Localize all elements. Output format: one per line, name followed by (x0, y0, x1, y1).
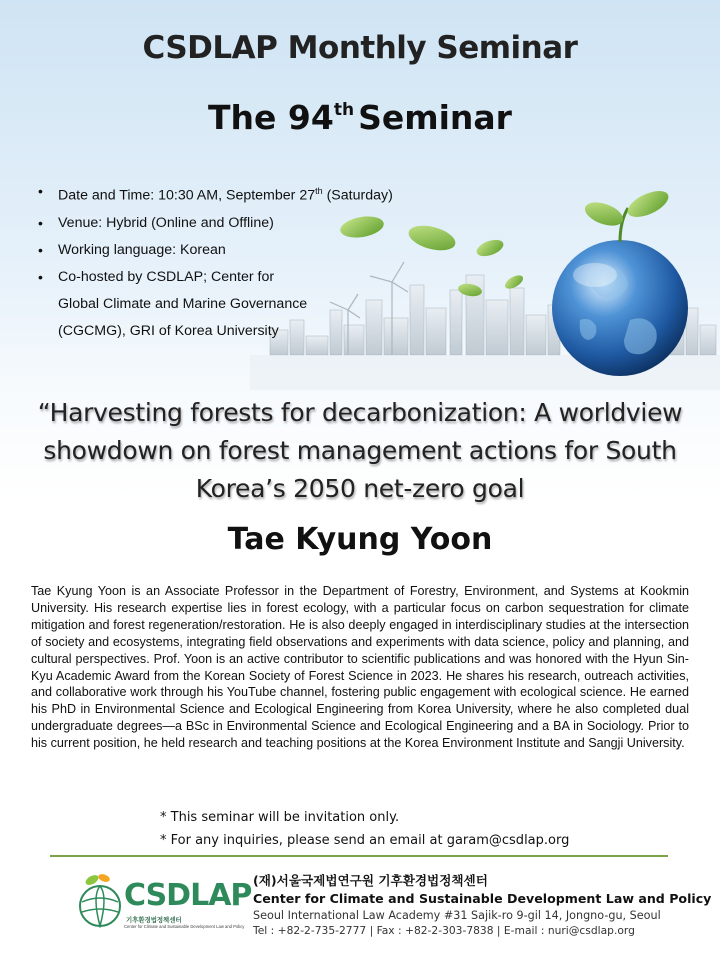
footer-divider (50, 855, 668, 857)
edition-ordinal: th (333, 100, 355, 120)
org-english-name: Center for Climate and Sustainable Development Law and Policy (253, 891, 712, 906)
edition-title (0, 98, 720, 137)
org-address: Seoul International Law Academy #31 Sajik-ro 9-gil 14, Jongno-gu, Seoul (253, 909, 661, 922)
date-day: (Saturday) (322, 187, 393, 204)
csdlap-logo (76, 872, 252, 932)
notes (160, 806, 569, 852)
logo-korean-name: 기후환경법정책센터 (126, 917, 182, 924)
seminar-details (38, 178, 438, 345)
detail-date (38, 178, 438, 210)
invitation-note: * This seminar will be invitation only. (160, 810, 400, 825)
edition-suffix: Seminar (358, 98, 512, 137)
speaker-name: Tae Kyung Yoon (227, 522, 493, 557)
talk-title: “Harvesting forests for decarbonization: A worldview showdown on forest management actions for South Korea’s 2050 net-zero goal (37, 398, 683, 503)
globe-leaf-icon (76, 872, 124, 928)
org-korean-name: (재)서울국제법연구원 기후환경법정책센터 (253, 873, 488, 888)
detail-cohost: • Co-hosted by CSDLAP; Center for Global Climate and Marine Governance (CGCMG), GRI of Korea University (38, 264, 438, 345)
contact-line: Tel : +82-2-735-2777 | Fax : +82-2-303-7838 | E-mail : nuri@csdlap.org (253, 924, 635, 937)
contact-block (253, 872, 711, 938)
series-title: CSDLAP Monthly Seminar (142, 30, 578, 66)
date-ordinal: th (315, 186, 323, 196)
speaker-bio: Tae Kyung Yoon is an Associate Professor in the Department of Forestry, Environment, and Systems at Kookmin University. His research expertise lies in forest ecology, with a particular focus on carbon sequestration for climate mitigation and forest regeneration/restoration. He is also deeply engaged in interdisciplinary studies at the intersection of society and ecosystems, integrating field observations and experiments with data science, policy and planning, and cultural perspectives. Prof. Yoon is an active contributor to scientific publications and was honored with the Hyun Sin-Kyu Academic Award from the Korean Society of Forest Science in 2023. He shares his research, outreach activities, and collaborative work through his YouTube channel, fostering public engagement with ecological science. He earned his PhD in Environmental Science and Ecological Engineering from Korea University, where he also completed dual undergraduate degrees—a BSc in Environmental Science and Ecological Engineering and a BA in Sociology. Prior to his current position, he held research and teaching positions at the Korea Environment Institute and Sangji University. (31, 584, 689, 751)
detail-venue: • Venue: Hybrid (Online and Offline) (38, 210, 438, 237)
logo-english-name: Center for Climate and Sustainable Development Law and Policy (124, 924, 245, 929)
logo-wordmark: CSDLAP (124, 878, 252, 913)
edition-prefix: The 94 (208, 98, 334, 137)
inquiry-note: * For any inquiries, please send an email at garam@csdlap.org (160, 833, 570, 848)
detail-language: • Working language: Korean (38, 237, 438, 264)
date-text: Date and Time: 10:30 AM, September 27 (58, 187, 316, 204)
